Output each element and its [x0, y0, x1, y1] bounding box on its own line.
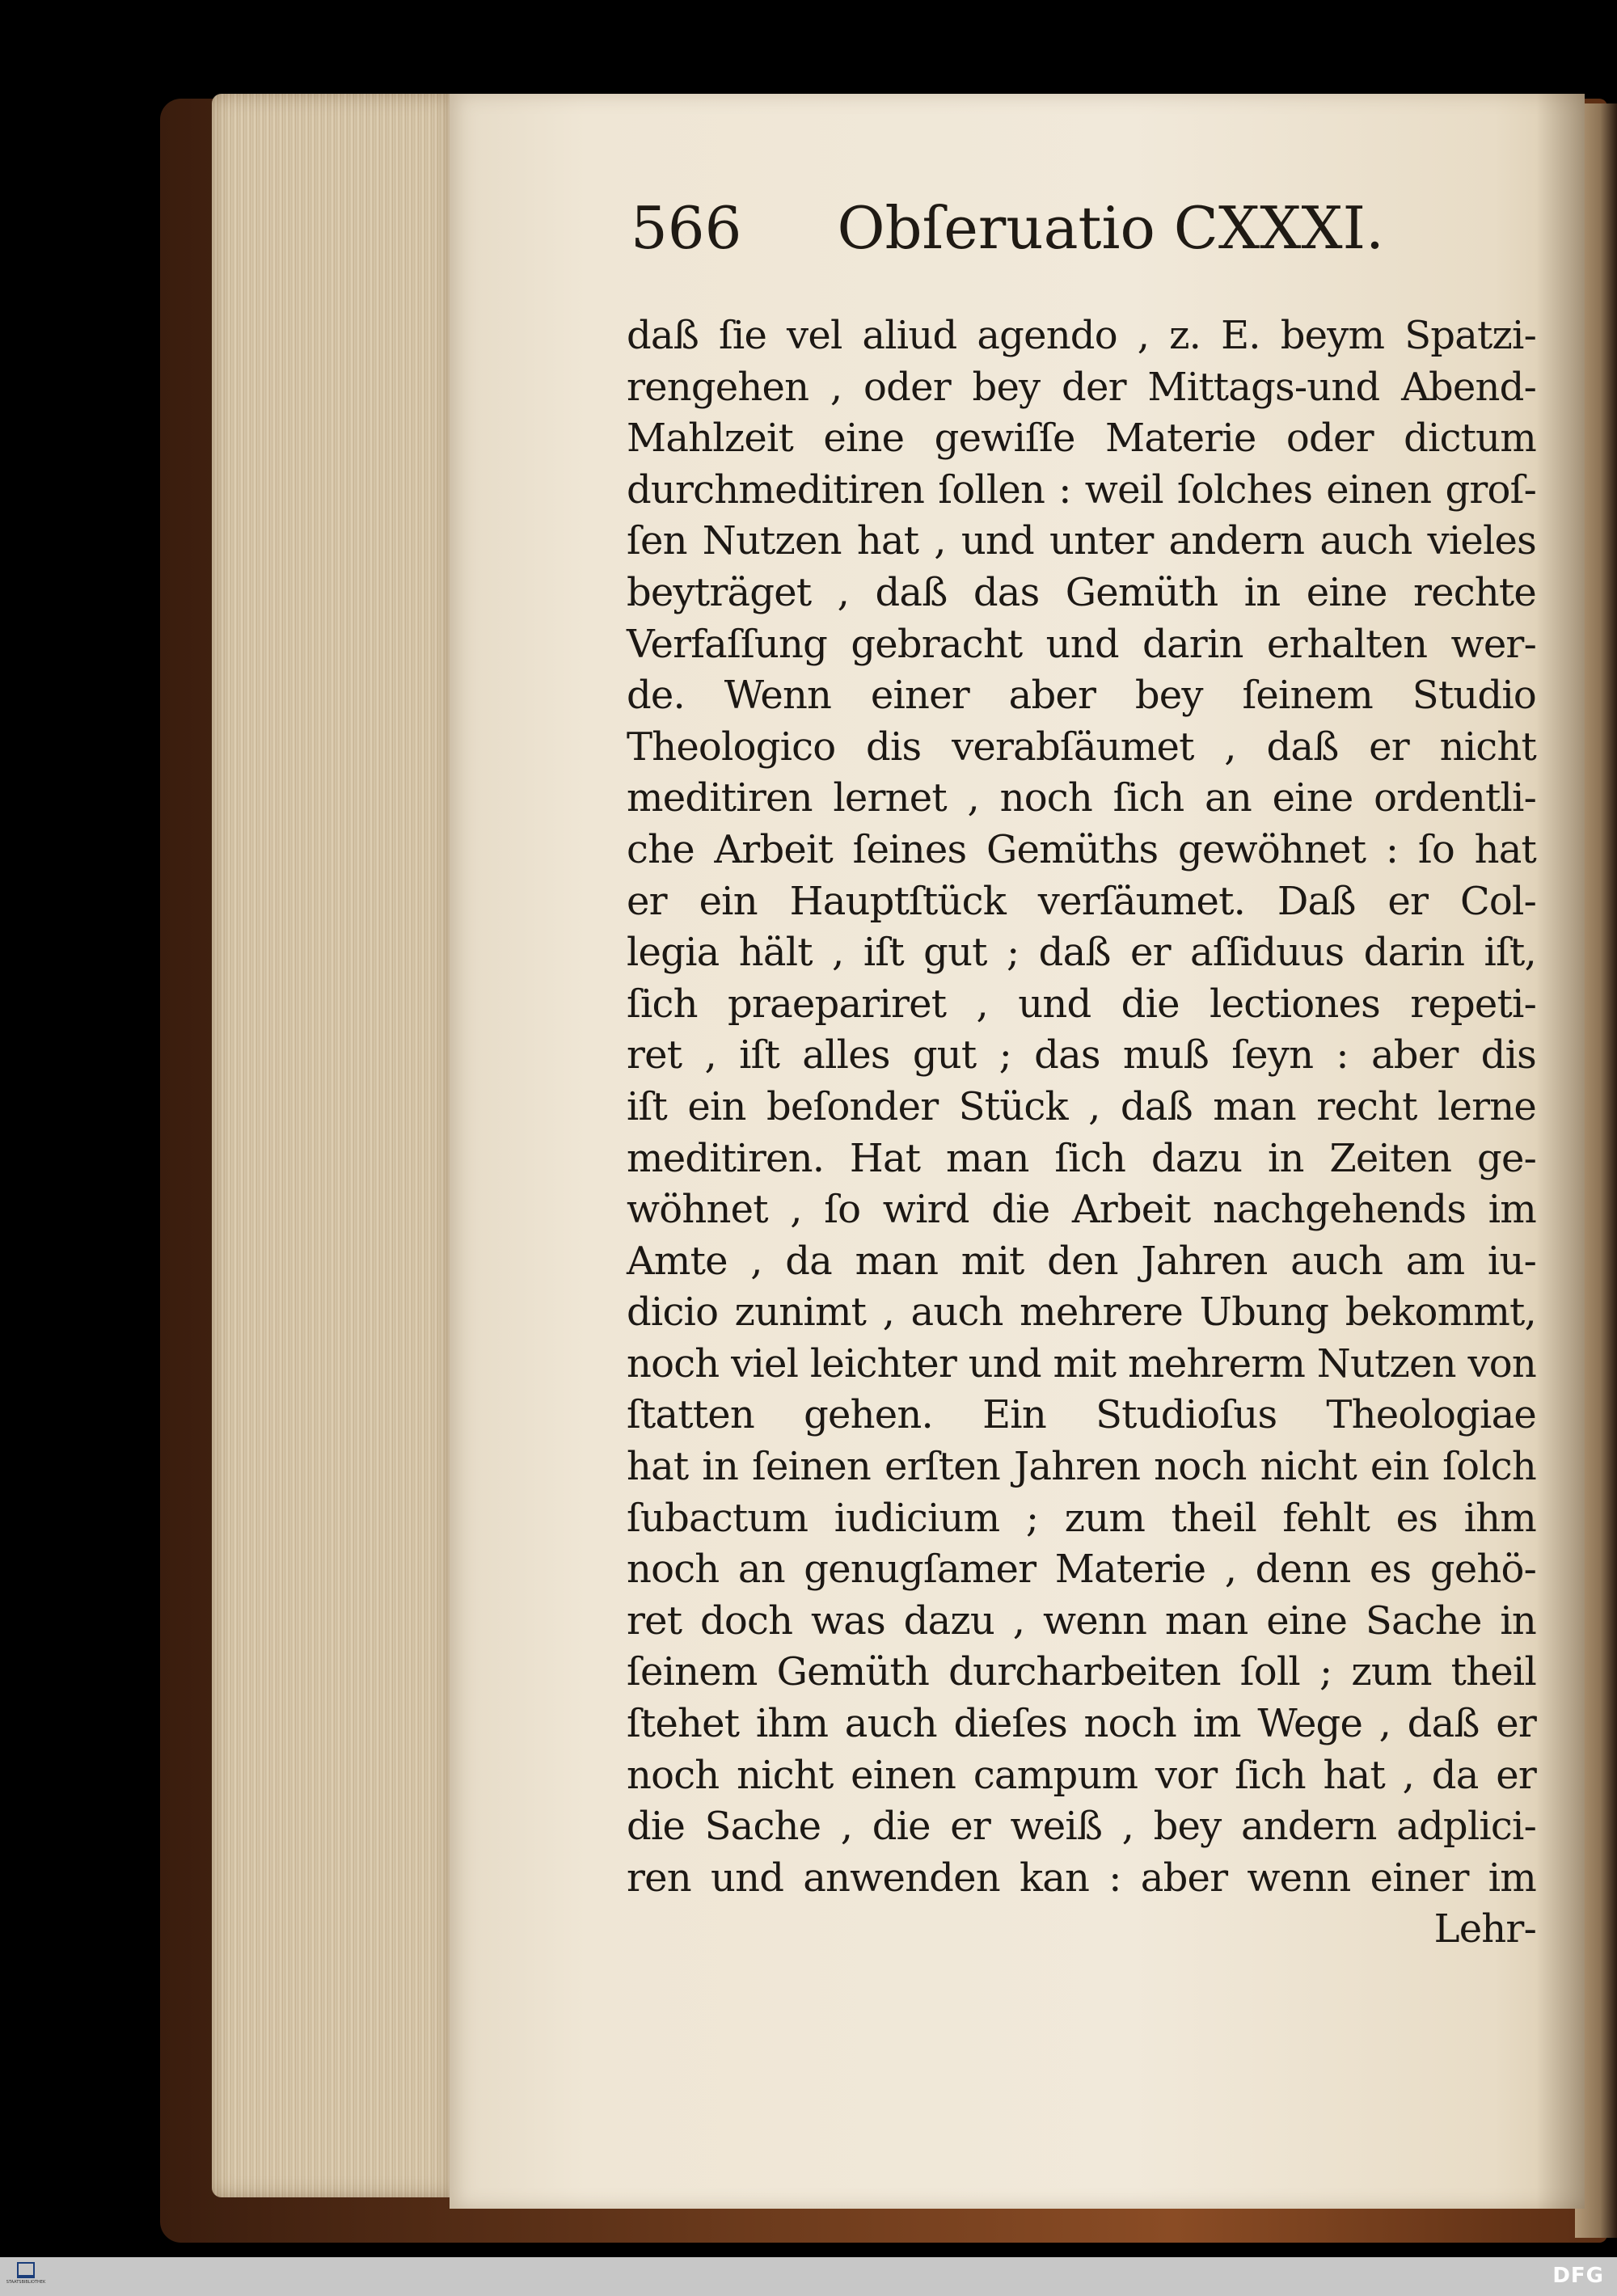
text-line: hat in ſeinen erſten Jahren noch nicht ein ſolch: [627, 1444, 1536, 1490]
text-line: Amte , da man mit den Jahren auch am iu-: [627, 1238, 1536, 1284]
page-edges: [212, 94, 451, 2197]
text-line: noch viel leichter und mit mehrerm Nutzen von: [627, 1340, 1536, 1386]
text-line: che Arbeit ſeines Gemüths gewöhnet : ſo hat: [627, 826, 1536, 872]
text-line: noch nicht einen campum vor ſich hat , da er: [627, 1752, 1536, 1798]
text-line: ret , iſt alles gut ; das muß ſeyn : aber dis: [627, 1032, 1536, 1078]
text-line: ren und anwenden kan : aber wenn einer im: [627, 1855, 1536, 1901]
dfg-logo: DFG: [1552, 2264, 1604, 2288]
text-line: Mahlzeit eine gewiſſe Materie oder dictum: [627, 416, 1536, 462]
text-line: de. Wenn einer aber bey ſeinem Studio: [627, 673, 1536, 719]
text-line: ret doch was dazu , wenn man eine Sache in: [627, 1597, 1536, 1644]
text-line: ſubactum iudicium ; zum theil fehlt es ihm: [627, 1495, 1536, 1541]
text-line: ſich praepariret , und die lectiones repeti-: [627, 981, 1536, 1027]
viewer-footer-bar: [0, 2257, 1617, 2296]
library-logo: [6, 2262, 45, 2291]
text-line: meditiren lernet , noch ſich an eine ordentli-: [627, 775, 1536, 821]
text-line: noch an genugſamer Materie , denn es gehö-: [627, 1547, 1536, 1593]
page-number: 566: [631, 194, 742, 262]
text-line: dicio zunimt , auch mehrere Ubung bekommt,: [627, 1289, 1536, 1336]
text-line: ſeinem Gemüth durcharbeiten ſoll ; zum theil: [627, 1649, 1536, 1695]
text-line: iſt ein beſonder Stück , daß man recht lerne: [627, 1083, 1536, 1129]
text-line: daß ſie vel aliud agendo , z. E. beym Spatzi-: [627, 313, 1536, 358]
text-line: ſen Nutzen hat , und unter andern auch vieles: [627, 518, 1536, 564]
text-line: Verfaſſung gebracht und darin erhalten wer-: [627, 621, 1536, 667]
text-line: meditiren. Hat man ſich dazu in Zeiten ge-: [627, 1135, 1536, 1181]
text-line: ſtatten gehen. Ein Studioſus Theologiae: [627, 1392, 1536, 1438]
text-line: durchmeditiren ſollen : weil ſolches einen groſ-: [627, 466, 1536, 513]
text-line: legia hält , iſt gut ; daß er aſſiduus darin iſt,: [627, 930, 1536, 976]
page-title: Obſeruatio CXXXI.: [837, 194, 1384, 262]
body-text: [627, 310, 1536, 1956]
text-line: ſtehet ihm auch dieſes noch im Wege , daß er: [627, 1701, 1536, 1747]
page-gutter: [1536, 94, 1585, 2209]
running-head: [631, 194, 1520, 275]
text-line: beyträget , daß das Gemüth in eine rechte: [627, 569, 1536, 615]
library-logo-text: STAATSBIBLIOTHEK: [6, 2280, 46, 2285]
text-line: die Sache , die er weiß , bey andern adplici-: [627, 1804, 1536, 1850]
text-line: er ein Hauptſtück verſäumet. Daß er Col-: [627, 878, 1536, 924]
text-line: wöhnet , ſo wird die Arbeit nachgehends im: [627, 1187, 1536, 1233]
catchword: Lehr-: [1433, 1906, 1536, 1952]
text-line: rengehen , oder bey der Mittags-und Abend-: [627, 364, 1536, 410]
library-crest-icon: [17, 2262, 35, 2278]
text-line: Theologico dis verabſäumet , daß er nicht: [627, 724, 1536, 770]
